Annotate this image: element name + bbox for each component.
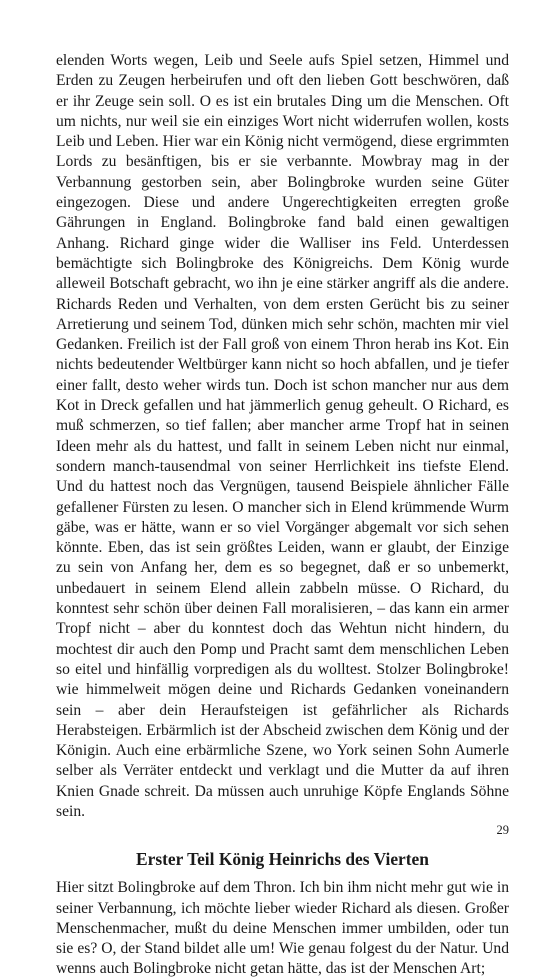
page-number: 29 [496,823,509,837]
body-paragraph: Hier sitzt Bolingbroke auf dem Thron. Ich bin ihm nicht mehr gut wie in seiner Verbannung, ich möchte lieber wieder Richard als diesen. Großer Menschenmacher, mußt du deine Menschen immer umbilden, oder tun sie es? O, der Stand bildet alle um! Wie genau folgest du der Natur. Und wenns auch Bolingbroke nicht getan hätte, das ist der Menschen Art; [56,879,509,978]
section-heading: Erster Teil König Heinrichs des Vierten [136,849,429,870]
page-body [56,51,509,980]
body-paragraph: elenden Worts wegen, Leib und Seele aufs Spiel setzen, Himmel und Erden zu Zeugen herbeirufen und oft den lieben Gott beschwören, daß er ihr Zeuge sein soll. O es ist ein brutales Ding um die Menschen. Oft um nichts, nur weil sie ein einziges Wort nicht widerrufen wollen, kosts Leib und Leben. Hier war ein König nicht vermögend, diese ergrimmten Lords zu besänftigen, bis er sie verbannte. Mowbray mag in der Verbannung gestorben sein, aber Bolingbroke wurden seine Güter eingezogen. Diese und andere Ungerechtigkeiten erregten große Gährungen in England. Bolingbroke fand bald einen gewaltigen Anhang. Richard ginge wider die Walliser ins Feld. Unterdessen bemächtigte sich Bolingbroke des Königreichs. Dem König wurde alleweil Botschaft gebracht, wo ihn je eine stärker angriff als die andere. Richards Reden und Verhalten, von dem ersten Gerücht bis zu seiner Arretierung und seinem Tod, dünken mich sehr schön, machten mir viel Gedanken. Freilich ist der Fall groß von einem Thron herab ins Kot. Ein nichts bedeutender Weltbürger kann nicht so hoch abfallen, und je tiefer einer fallt, desto weher wirds tun. Doch ist schon mancher nur aus dem Kot in Dreck gefallen und hat jämmerlich genug geheult. O Richard, es muß schmerzen, so tief fallen; aber mancher arme Tropf hat in seinen Ideen mehr als du hattest, und fallt in seinem Leben nicht nur einmal, sondern manch-tausendmal von seiner Herrlichkeit ins tiefste Elend. Und du hattest noch das Vergnügen, tausend Beispiele ähnlicher Fälle gefallener Fürsten zu lesen. O mancher sich in Elend krümmende Wurm gäbe, was er hätte, wann er so viel Vorgänger abgemalt vor sich sehen könnte. Eben, das ist sein größtes Leiden, wann er glaubt, der Einzige zu sein von Anfang her, dem es so begegnet, daß er so unbemerkt, unbedauert in seinem Elend allein zabbeln müsse. O Richard, du konntest sehr schön über deinen Fall moralisieren, – das kann ein armer Tropf nicht – aber du konntest doch das Wehtun nicht hindern, du mochtest dir auch den Pomp und Pracht samt dem menschlichen Leben so eitel und hinfällig vorpredigen als du wolltest. Stolzer Bolingbroke! wie himmelweit mögen deine und Richards Gedanken voneinandern sein – aber dein Heraufsteigen ist gefährlicher als Richards Herabsteigen. Erbärmlich ist der Abscheid zwischen dem König und der Königin. Auch eine erbärmliche Szene, wo York seinen Sohn Aumerle selber als Verräter entdeckt und verklagt und die Mutter da auf ihren Knien Gnade schreit. Da müssen auch unruhige Köpfe Englands Söhne sein. [56,52,509,820]
